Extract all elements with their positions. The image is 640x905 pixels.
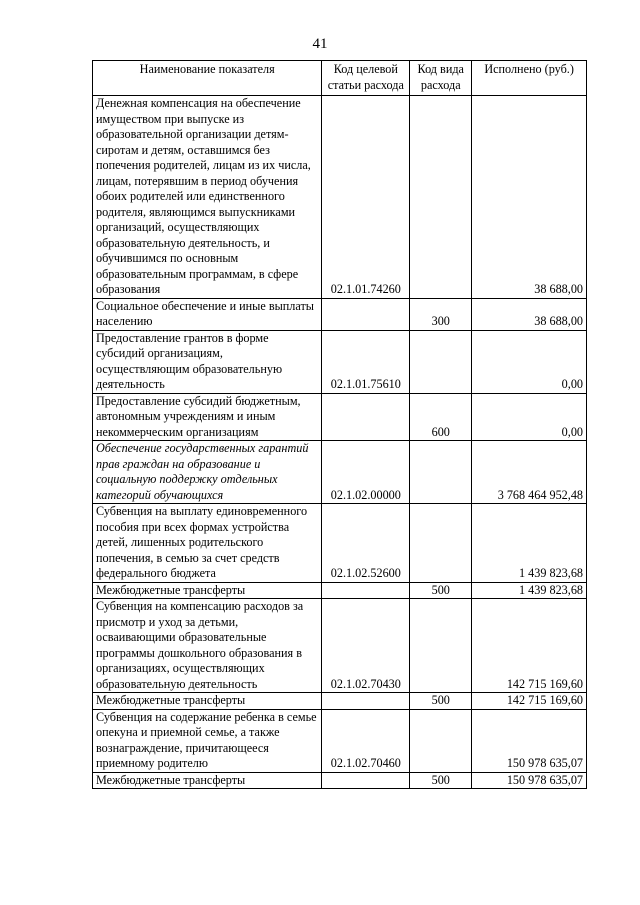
cell-indicator-name: Денежная компенсация на обеспечение имуществом при выпуске из образовательной организации детям-сиротам и детям, оставшимся без попечения родителей, лицам из их числа, лицам, потерявшим в период обучения обоих родителей или единственного родителя, являющимся выпускниками организаций, осуществляющих образовательную деятельность, и обучившимся по основным образовательным программам, в сфере образования — [93, 96, 322, 299]
cell-executed-amount: 142 715 169,60 — [472, 599, 587, 693]
cell-indicator-name: Обеспечение государственных гарантий прав граждан на образование и социальную поддержку отдельных категорий обучающихся — [93, 441, 322, 504]
cell-target-code: 02.1.02.00000 — [322, 441, 410, 504]
table-row — [93, 504, 587, 583]
table-row — [93, 709, 587, 772]
cell-expense-kind-code — [410, 330, 472, 393]
table-row — [93, 96, 587, 299]
cell-executed-amount: 1 439 823,68 — [472, 504, 587, 583]
cell-target-code: 02.1.01.75610 — [322, 330, 410, 393]
cell-executed-amount: 0,00 — [472, 393, 587, 441]
cell-target-code — [322, 772, 410, 789]
cell-indicator-name: Предоставление грантов в форме субсидий организациям, осуществляющим образовательную деятельность — [93, 330, 322, 393]
cell-expense-kind-code — [410, 709, 472, 772]
cell-expense-kind-code — [410, 441, 472, 504]
expenditure-table — [92, 60, 587, 789]
cell-indicator-name: Межбюджетные трансферты — [93, 772, 322, 789]
cell-executed-amount: 0,00 — [472, 330, 587, 393]
table-row — [93, 441, 587, 504]
table-header-row — [93, 61, 587, 96]
page-number: 41 — [312, 36, 328, 52]
cell-executed-amount: 38 688,00 — [472, 298, 587, 330]
cell-indicator-name: Межбюджетные трансферты — [93, 693, 322, 710]
cell-target-code — [322, 393, 410, 441]
cell-target-code: 02.1.02.70460 — [322, 709, 410, 772]
cell-executed-amount: 142 715 169,60 — [472, 693, 587, 710]
cell-expense-kind-code: 500 — [410, 582, 472, 599]
header-executed-amount: Исполнено (руб.) — [472, 61, 587, 96]
table-row — [93, 582, 587, 599]
header-indicator-name: Наименование показателя — [93, 61, 322, 96]
cell-expense-kind-code — [410, 504, 472, 583]
header-expense-kind-code: Код вида расхода — [410, 61, 472, 96]
cell-indicator-name: Субвенция на выплату единовременного пособия при всех формах устройства детей, лишенных родительского попечения, в семью за счет средств федерального бюджета — [93, 504, 322, 583]
cell-executed-amount: 38 688,00 — [472, 96, 587, 299]
cell-indicator-name: Межбюджетные трансферты — [93, 582, 322, 599]
table-row — [93, 772, 587, 789]
table-row — [93, 298, 587, 330]
cell-expense-kind-code — [410, 96, 472, 299]
cell-target-code: 02.1.01.74260 — [322, 96, 410, 299]
cell-executed-amount: 3 768 464 952,48 — [472, 441, 587, 504]
table-row — [93, 693, 587, 710]
cell-indicator-name: Социальное обеспечение и иные выплаты населению — [93, 298, 322, 330]
cell-expense-kind-code: 500 — [410, 693, 472, 710]
cell-target-code — [322, 298, 410, 330]
cell-target-code — [322, 693, 410, 710]
cell-expense-kind-code: 600 — [410, 393, 472, 441]
cell-indicator-name: Предоставление субсидий бюджетным, автономным учреждениям и иным некоммерческим организациям — [93, 393, 322, 441]
table-row — [93, 393, 587, 441]
cell-executed-amount: 150 978 635,07 — [472, 709, 587, 772]
cell-indicator-name: Субвенция на содержание ребенка в семье опекуна и приемной семье, а также вознаграждение, причитающееся приемному родителю — [93, 709, 322, 772]
cell-target-code: 02.1.02.70430 — [322, 599, 410, 693]
cell-target-code — [322, 582, 410, 599]
cell-target-code: 02.1.02.52600 — [322, 504, 410, 583]
cell-executed-amount: 150 978 635,07 — [472, 772, 587, 789]
cell-expense-kind-code: 300 — [410, 298, 472, 330]
header-target-code: Код целевой статьи расхода — [322, 61, 410, 96]
cell-indicator-name: Субвенция на компенсацию расходов за присмотр и уход за детьми, осваивающими образовательные программы дошкольного образования в организациях, осуществляющих образовательную деятельность — [93, 599, 322, 693]
cell-expense-kind-code: 500 — [410, 772, 472, 789]
cell-expense-kind-code — [410, 599, 472, 693]
table-row — [93, 599, 587, 693]
table-body — [93, 96, 587, 789]
table-row — [93, 330, 587, 393]
cell-executed-amount: 1 439 823,68 — [472, 582, 587, 599]
